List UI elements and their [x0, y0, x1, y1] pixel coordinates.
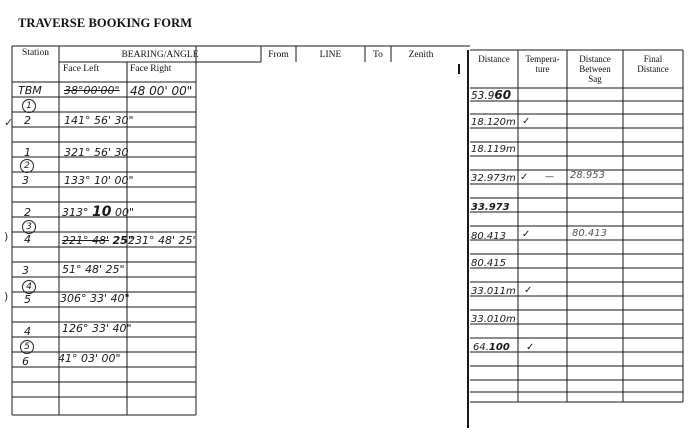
station-4b-circle	[20, 340, 34, 354]
face-left-6: 41° 03' 00"	[58, 352, 121, 365]
station-4: 4	[24, 233, 31, 246]
station-6: 6	[22, 355, 29, 368]
header-face-left: Face Left	[63, 64, 100, 74]
station-1: 1	[24, 146, 31, 159]
face-right-tbm: 48 00' 00"	[130, 84, 193, 98]
header-final-line1: Final	[643, 54, 663, 64]
station-1-circle-label: 2	[24, 161, 30, 171]
face-left-3: 133° 10' 00"	[64, 174, 134, 187]
tick-icon: ✓	[520, 172, 529, 183]
station-4b-circle-label: 5	[24, 342, 30, 352]
station-tbm-circle-label: 1	[26, 101, 32, 111]
face-left-4-struck: 221° 48'	[62, 234, 110, 247]
margin-tick-icon: ✓	[4, 116, 14, 129]
sag-distance-2: 80.413	[572, 228, 607, 239]
distance-4: 32.973m	[471, 173, 516, 184]
station-2b: 2	[24, 206, 31, 219]
distance-1	[471, 88, 511, 102]
header-temperature-line1: Tempera-	[525, 54, 560, 64]
station-5: 5	[24, 293, 31, 306]
distance-3: 18.119m	[471, 144, 516, 155]
header-station: Station	[22, 48, 49, 58]
station-1-circle	[20, 159, 34, 173]
face-left-5: 306° 33' 40"	[60, 292, 130, 305]
distance-10	[473, 342, 510, 353]
header-sag-line1: Distance	[579, 54, 611, 64]
station-4b: 4	[24, 325, 31, 338]
face-left-3b: 51° 48' 25"	[62, 263, 125, 276]
station-3b-circle-label: 4	[26, 282, 32, 292]
station-tbm-circle	[22, 99, 36, 113]
face-left-4b: 126° 33' 40"	[62, 322, 132, 335]
distance-8: 33.011m	[471, 286, 516, 297]
face-left-1: 321° 56' 30	[64, 146, 129, 159]
face-left-tbm-struck: 38°00'00"	[64, 84, 120, 97]
distance-1-pre: 53.9	[471, 90, 495, 102]
header-distance-between-sag	[567, 54, 623, 84]
distance-1-bold: 60	[494, 88, 512, 102]
header-final-line2: Distance	[637, 64, 669, 74]
station-3a: 3	[22, 174, 29, 187]
header-face-right: Face Right	[130, 64, 172, 74]
face-left-2b-bold: 10	[92, 204, 112, 220]
tick-icon: ✓	[522, 116, 531, 127]
header-bearing-angle: BEARING/ANGLE	[121, 50, 199, 60]
station-2b-circle	[22, 220, 36, 234]
dash-mark: —	[545, 172, 554, 182]
station-3b: 3	[22, 264, 29, 277]
margin-paren: )	[4, 290, 9, 303]
distance-6: 80.413	[471, 231, 506, 242]
header-distance: Distance	[478, 54, 510, 64]
tick-icon: ✓	[526, 342, 535, 353]
form-title: TRAVERSE BOOKING FORM	[18, 16, 193, 30]
header-to: To	[373, 50, 383, 60]
header-zenith: Zenith	[408, 50, 434, 60]
distance-9: 33.010m	[471, 314, 516, 325]
header-line: LINE	[319, 50, 342, 60]
face-right-4: 231° 48' 25"	[128, 234, 198, 247]
distance-2: 18.120m	[471, 117, 516, 128]
margin-paren: )	[4, 230, 9, 243]
face-left-2b	[62, 204, 134, 220]
header-temperature-line2: ture	[535, 64, 550, 74]
station-tbm: TBM	[18, 84, 42, 97]
tick-icon: ✓	[522, 229, 531, 240]
distance-5: 33.973	[471, 202, 510, 213]
sag-distance-1: 28.953	[570, 170, 605, 181]
face-left-4	[62, 234, 134, 247]
distance-7: 80.415	[471, 258, 506, 269]
station-2a: 2	[24, 114, 31, 127]
tick-icon: ✓	[524, 285, 533, 296]
header-temperature	[518, 54, 567, 74]
station-2b-circle-label: 3	[26, 222, 32, 232]
distance-10-pre: 64.	[473, 342, 489, 353]
header-from: From	[268, 50, 289, 60]
header-final-distance	[623, 54, 683, 74]
face-left-2: 141° 56' 30"	[64, 114, 134, 127]
face-left-2b-post: 00"	[114, 206, 135, 219]
face-left-2b-pre: 313°	[62, 206, 89, 219]
distance-10-bold: 100	[488, 342, 510, 353]
header-sag-line2: Between	[579, 64, 611, 74]
face-left-4-bold: 25"	[112, 234, 134, 247]
station-3b-circle	[22, 280, 36, 294]
header-sag-line3: Sag	[588, 74, 602, 84]
